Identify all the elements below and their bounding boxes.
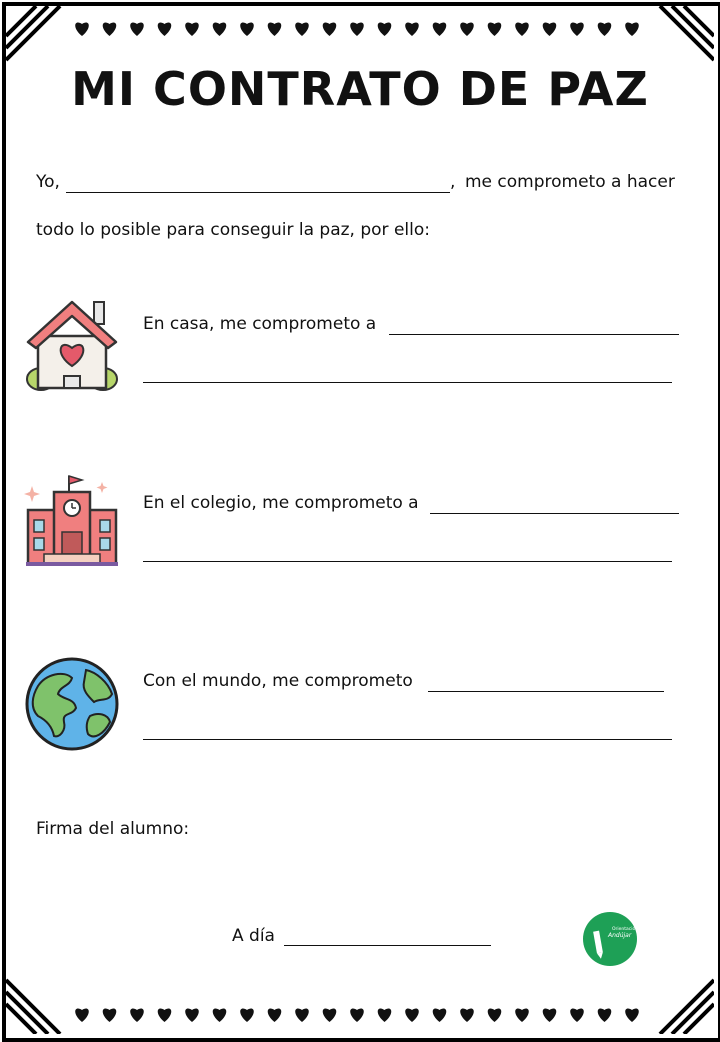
- heart-icon: [75, 23, 89, 36]
- heart-border-top: [74, 17, 646, 39]
- signature-label: Firma del alumno:: [36, 819, 190, 839]
- heart-icon: [185, 1009, 199, 1022]
- heart-icon: [240, 23, 254, 36]
- corner-stripes-top-right: [654, 6, 714, 66]
- section-mundo-label: Con el mundo, me comprometo: [143, 671, 413, 691]
- orientacion-andujar-logo: [582, 911, 638, 967]
- section-colegio-label: En el colegio, me comprometo a: [143, 493, 419, 513]
- svg-text:Orientación: Orientación: [612, 927, 638, 932]
- heart-icon: [213, 23, 227, 36]
- heart-icon: [130, 1009, 144, 1022]
- heart-icon: [570, 23, 584, 36]
- heart-icon: [433, 23, 447, 36]
- svg-text:Andújar: Andújar: [608, 932, 632, 939]
- heart-icon: [213, 1009, 227, 1022]
- heart-icon: [350, 1009, 364, 1022]
- heart-icon: [598, 1009, 612, 1022]
- colegio-blank-line-1[interactable]: [430, 513, 679, 514]
- heart-icon: [158, 23, 172, 36]
- heart-icon: [515, 23, 529, 36]
- heart-icon: [433, 1009, 447, 1022]
- heart-icon: [323, 1009, 337, 1022]
- colegio-blank-line-2[interactable]: [143, 561, 672, 562]
- heart-icon: [460, 1009, 474, 1022]
- heart-icon: [625, 23, 639, 36]
- heart-icon: [158, 1009, 172, 1022]
- heart-icon: [185, 23, 199, 36]
- heart-icon: [75, 1009, 89, 1022]
- corner-stripes-top-left: [6, 6, 66, 66]
- intro-comma: ,: [450, 172, 456, 192]
- mundo-blank-line-2[interactable]: [143, 739, 672, 740]
- corner-stripes-bottom-right: [654, 974, 714, 1034]
- heart-icon: [598, 23, 612, 36]
- heart-icon: [488, 23, 502, 36]
- date-blank-line[interactable]: [284, 945, 491, 946]
- house-heart-icon: [24, 298, 120, 394]
- casa-blank-line-1[interactable]: [389, 334, 679, 335]
- heart-icon: [268, 1009, 282, 1022]
- heart-icon: [405, 1009, 419, 1022]
- intro-yo-label: Yo,: [36, 172, 60, 192]
- heart-icon: [515, 1009, 529, 1022]
- section-casa-label: En casa, me comprometo a: [143, 314, 377, 334]
- heart-icon: [295, 23, 309, 36]
- mundo-blank-line-1[interactable]: [428, 691, 664, 692]
- heart-icon: [350, 23, 364, 36]
- heart-icon: [240, 1009, 254, 1022]
- heart-icon: [625, 1009, 639, 1022]
- heart-icon: [323, 23, 337, 36]
- heart-icon: [103, 23, 117, 36]
- heart-icon: [543, 23, 557, 36]
- heart-border-bottom: [74, 1003, 646, 1025]
- intro-commit-text: me comprometo a hacer: [465, 172, 675, 192]
- earth-globe-icon: [24, 656, 120, 752]
- heart-icon: [268, 23, 282, 36]
- heart-icon: [488, 1009, 502, 1022]
- page-title: MI CONTRATO DE PAZ: [71, 62, 649, 116]
- intro-second-line: todo lo posible para conseguir la paz, por ello:: [36, 220, 430, 240]
- corner-stripes-bottom-left: [6, 974, 66, 1034]
- heart-icon: [295, 1009, 309, 1022]
- heart-icon: [103, 1009, 117, 1022]
- name-blank-line[interactable]: [66, 192, 450, 193]
- heart-icon: [543, 1009, 557, 1022]
- heart-icon: [570, 1009, 584, 1022]
- date-label: A día: [232, 926, 275, 946]
- heart-icon: [130, 23, 144, 36]
- heart-icon: [378, 23, 392, 36]
- casa-blank-line-2[interactable]: [143, 382, 672, 383]
- heart-icon: [460, 23, 474, 36]
- school-building-icon: [24, 472, 120, 568]
- heart-icon: [405, 23, 419, 36]
- heart-icon: [378, 1009, 392, 1022]
